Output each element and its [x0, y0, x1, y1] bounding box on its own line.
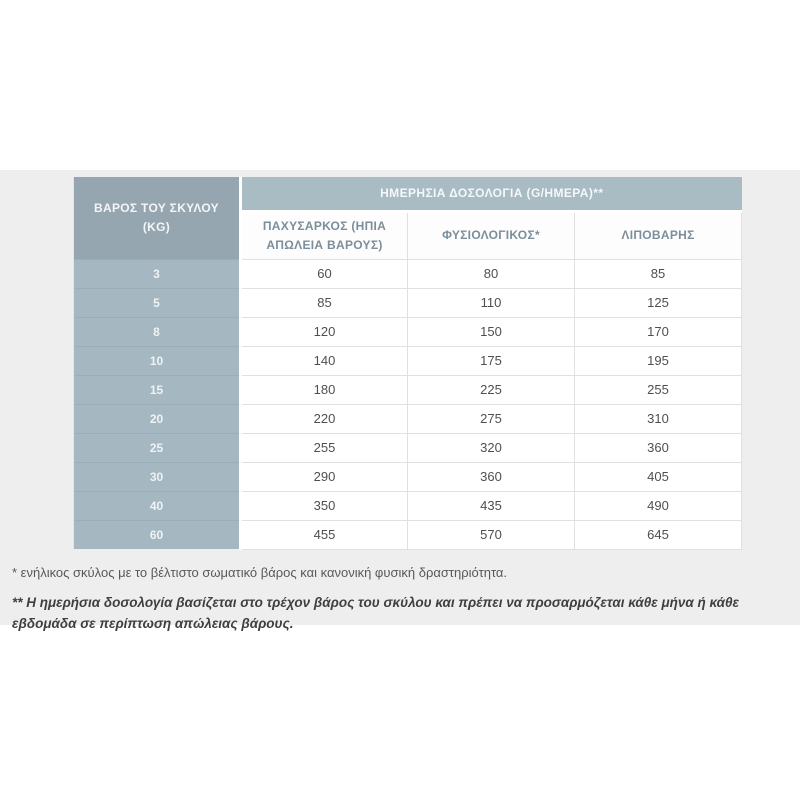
dose-cell: 140 — [241, 346, 408, 375]
dose-cell: 350 — [241, 491, 408, 520]
table-row — [74, 433, 742, 462]
table-row — [74, 462, 742, 491]
table-row — [74, 491, 742, 520]
weight-cell: 60 — [74, 520, 241, 549]
dose-cell: 110 — [408, 288, 575, 317]
dose-cell: 290 — [241, 462, 408, 491]
dose-cell: 195 — [575, 346, 742, 375]
dose-cell: 220 — [241, 404, 408, 433]
dose-cell: 455 — [241, 520, 408, 549]
dose-cell: 60 — [241, 259, 408, 288]
daily-dosage-banner: ΗΜΕΡΗΣΙΑ ΔΟΣΟΛΟΓΙΑ (G/ΗΜΕΡΑ)** — [241, 177, 742, 211]
banner-row — [74, 177, 742, 211]
dosage-panel — [0, 170, 800, 632]
dose-cell: 360 — [408, 462, 575, 491]
dose-cell: 125 — [575, 288, 742, 317]
footnote-dosage-adjustment: ** Η ημερήσια δοσολογία βασίζεται στο τρέχον βάρος του σκύλου και πρέπει να προσαρμόζεται κάθε μήνα ή κάθε εβδομάδα σε περίπτωση απώλειας βάρους. — [12, 594, 740, 632]
dose-cell: 360 — [575, 433, 742, 462]
column-header-underweight: ΛΙΠΟΒΑΡΗΣ — [575, 211, 742, 259]
dose-cell: 255 — [575, 375, 742, 404]
dose-cell: 570 — [408, 520, 575, 549]
table-row — [74, 259, 742, 288]
dose-cell: 175 — [408, 346, 575, 375]
weight-cell: 3 — [74, 259, 241, 288]
dose-cell: 320 — [408, 433, 575, 462]
dose-cell: 170 — [575, 317, 742, 346]
dosage-table-wrapper — [73, 170, 741, 550]
dose-cell: 120 — [241, 317, 408, 346]
weight-cell: 20 — [74, 404, 241, 433]
weight-cell: 40 — [74, 491, 241, 520]
weight-cell: 10 — [74, 346, 241, 375]
dose-cell: 435 — [408, 491, 575, 520]
dose-cell: 405 — [575, 462, 742, 491]
dose-cell: 150 — [408, 317, 575, 346]
dose-cell: 180 — [241, 375, 408, 404]
weight-cell: 5 — [74, 288, 241, 317]
table-row — [74, 404, 742, 433]
dosage-table — [73, 177, 742, 550]
weight-cell: 25 — [74, 433, 241, 462]
table-row — [74, 375, 742, 404]
footnote-optimal-weight: * ενήλικος σκύλος με το βέλτιστο σωματικό βάρος και κανονική φυσική δραστηριότητα. — [12, 564, 508, 580]
column-header-overweight: ΠΑΧΥΣΑΡΚΟΣ (ΗΠΙΑ ΑΠΩΛΕΙΑ ΒΑΡΟΥΣ) — [241, 211, 408, 259]
table-row — [74, 520, 742, 549]
dog-weight-header: ΒΑΡΟΣ ΤΟΥ ΣΚΥΛΟΥ (KG) — [74, 177, 241, 259]
weight-cell: 30 — [74, 462, 241, 491]
dose-cell: 275 — [408, 404, 575, 433]
dose-cell: 255 — [241, 433, 408, 462]
column-header-normal: ΦΥΣΙΟΛΟΓΙΚΟΣ* — [408, 211, 575, 259]
weight-cell: 15 — [74, 375, 241, 404]
weight-cell: 8 — [74, 317, 241, 346]
dose-cell: 225 — [408, 375, 575, 404]
table-row — [74, 346, 742, 375]
dose-cell: 645 — [575, 520, 742, 549]
dose-cell: 490 — [575, 491, 742, 520]
table-row — [74, 317, 742, 346]
dose-cell: 85 — [241, 288, 408, 317]
dose-cell: 310 — [575, 404, 742, 433]
dose-cell: 80 — [408, 259, 575, 288]
dose-cell: 85 — [575, 259, 742, 288]
table-row — [74, 288, 742, 317]
